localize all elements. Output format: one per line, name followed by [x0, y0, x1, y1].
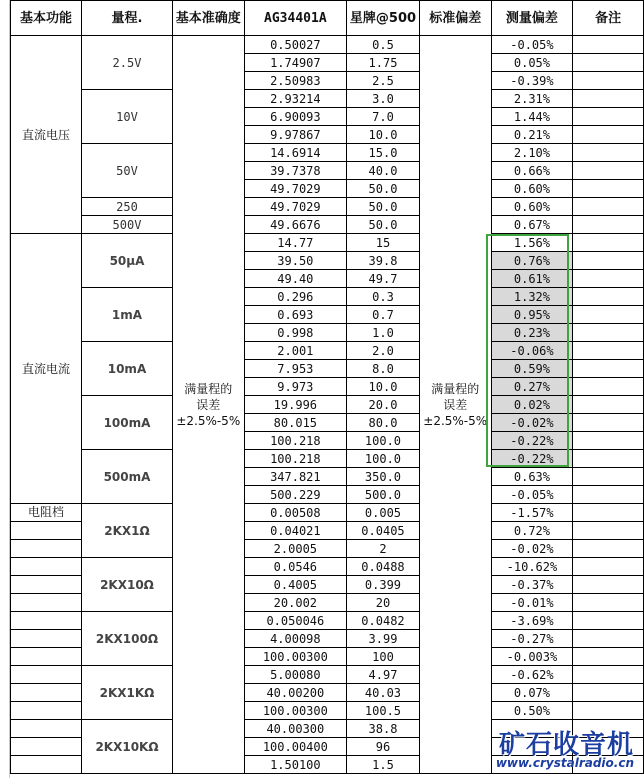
cell-star[interactable]: 3.99 [347, 630, 420, 648]
cell-ag[interactable]: 49.6676 [244, 216, 346, 234]
function-blank[interactable] [11, 558, 82, 576]
cell-ag[interactable]: 19.996 [244, 396, 346, 414]
cell-remark[interactable] [573, 522, 644, 540]
range-50v[interactable]: 50V [82, 144, 173, 198]
cell-ag[interactable]: 40.00200 [244, 684, 346, 702]
header-row [11, 1, 644, 36]
cell-meas[interactable]: 0.72% [491, 522, 573, 540]
table-row [11, 666, 644, 684]
cell-ag[interactable]: 0.00508 [244, 504, 346, 522]
range-2kx100[interactable]: 2KX100Ω [82, 612, 173, 666]
cell-ag[interactable]: 49.7029 [244, 180, 346, 198]
cell-ag[interactable]: 49.7029 [244, 198, 346, 216]
range-2kx1k[interactable]: 2KX1KΩ [82, 666, 173, 720]
cell-ag[interactable]: 7.953 [244, 360, 346, 378]
function-blank[interactable] [11, 612, 82, 630]
cell-star[interactable]: 50.0 [347, 180, 420, 198]
cell-star[interactable]: 40.0 [347, 162, 420, 180]
table-row [11, 198, 644, 216]
function-blank[interactable] [11, 630, 82, 648]
cell-star[interactable]: 8.0 [347, 360, 420, 378]
cell-star[interactable]: 0.5 [347, 36, 420, 54]
table-row [11, 450, 644, 468]
range-50ua[interactable]: 50μA [82, 234, 173, 288]
cell-star[interactable]: 500.0 [347, 486, 420, 504]
function-blank[interactable] [11, 522, 82, 540]
cell-meas[interactable]: -0.01% [491, 594, 573, 612]
cell-star[interactable]: 4.97 [347, 666, 420, 684]
cell-star[interactable]: 80.0 [347, 414, 420, 432]
cell-ag[interactable]: 1.74907 [244, 54, 346, 72]
cell-remark[interactable] [573, 648, 644, 666]
cell-remark[interactable] [573, 198, 644, 216]
header-measured-deviation[interactable]: 测量偏差 [491, 1, 573, 36]
cell-remark[interactable] [573, 630, 644, 648]
cell-remark[interactable] [573, 450, 644, 468]
cell-ag[interactable]: 2.0005 [244, 540, 346, 558]
function-blank[interactable] [11, 738, 82, 756]
range-500ma[interactable]: 500mA [82, 450, 173, 504]
cell-ag[interactable]: 80.015 [244, 414, 346, 432]
cell-remark[interactable] [573, 252, 644, 270]
cell-star[interactable]: 1.75 [347, 54, 420, 72]
cell-meas[interactable]: 0.95% [491, 306, 573, 324]
cell-meas[interactable]: 0.07% [491, 684, 573, 702]
range-2kx10k[interactable]: 2KX10KΩ [82, 720, 173, 774]
cell-meas[interactable]: 0.27% [491, 378, 573, 396]
cell-meas[interactable]: 0.02% [491, 396, 573, 414]
range-2kx10[interactable]: 2KX10Ω [82, 558, 173, 612]
cell-ag[interactable]: 347.821 [244, 468, 346, 486]
cell-meas[interactable]: -1.57% [491, 504, 573, 522]
cell-ag[interactable]: 100.218 [244, 432, 346, 450]
range-500v[interactable]: 500V [82, 216, 173, 234]
cell-star[interactable]: 20.0 [347, 396, 420, 414]
cell-star[interactable]: 0.7 [347, 306, 420, 324]
cell-ag[interactable]: 0.50027 [244, 36, 346, 54]
cell-remark[interactable] [573, 54, 644, 72]
cell-ag[interactable]: 6.90093 [244, 108, 346, 126]
cell-remark[interactable] [573, 558, 644, 576]
cell-star[interactable]: 0.0488 [347, 558, 420, 576]
function-blank[interactable] [11, 540, 82, 558]
cell-meas[interactable]: -0.39% [491, 72, 573, 90]
table-row [11, 144, 644, 162]
cell-meas[interactable]: 0.61% [491, 270, 573, 288]
header-ag34401a[interactable]: AG34401A [244, 1, 346, 36]
table-row [11, 342, 644, 360]
cell-remark[interactable] [573, 72, 644, 90]
cell-meas[interactable]: 1.32% [491, 288, 573, 306]
cell-star[interactable]: 1.5 [347, 756, 420, 774]
cell-ag[interactable]: 100.00400 [244, 738, 346, 756]
cell-star[interactable]: 38.8 [347, 720, 420, 738]
cell-star[interactable]: 20 [347, 594, 420, 612]
cell-meas[interactable]: 1.44% [491, 108, 573, 126]
cell-ag[interactable]: 1.50100 [244, 756, 346, 774]
cell-remark[interactable] [573, 288, 644, 306]
watermark [478, 724, 638, 774]
cell-remark[interactable] [573, 108, 644, 126]
cell-meas[interactable]: -0.22% [491, 450, 573, 468]
cell-star[interactable]: 100 [347, 648, 420, 666]
cell-ag[interactable]: 100.00300 [244, 702, 346, 720]
cell-star[interactable]: 0.399 [347, 576, 420, 594]
cell-ag[interactable]: 2.001 [244, 342, 346, 360]
function-blank[interactable] [11, 756, 82, 774]
range-100ma[interactable]: 100mA [82, 396, 173, 450]
cell-remark[interactable] [573, 666, 644, 684]
accuracy-line-1: 满量程的 [184, 381, 233, 396]
cell-star[interactable]: 100.5 [347, 702, 420, 720]
cell-star[interactable]: 0.005 [347, 504, 420, 522]
cell-meas[interactable]: 0.50% [491, 702, 573, 720]
cell-remark[interactable] [573, 684, 644, 702]
cell-star[interactable]: 350.0 [347, 468, 420, 486]
cell-ag[interactable]: 500.229 [244, 486, 346, 504]
table-row [11, 396, 644, 414]
accuracy-line-3: ±2.5%-5% [176, 413, 241, 428]
comparison-table [10, 0, 644, 774]
cell-meas[interactable]: -3.69% [491, 612, 573, 630]
function-blank[interactable] [11, 702, 82, 720]
table-row [11, 36, 644, 54]
cell-meas[interactable]: 0.60% [491, 180, 573, 198]
cell-ag[interactable]: 0.04021 [244, 522, 346, 540]
cell-ag[interactable]: 39.50 [244, 252, 346, 270]
cell-remark[interactable] [573, 270, 644, 288]
cell-ag[interactable]: 49.40 [244, 270, 346, 288]
function-blank[interactable] [11, 666, 82, 684]
cell-remark[interactable] [573, 612, 644, 630]
cell-star[interactable]: 10.0 [347, 378, 420, 396]
function-blank[interactable] [11, 684, 82, 702]
std-deviation-note[interactable] [419, 36, 491, 774]
cell-star[interactable]: 50.0 [347, 216, 420, 234]
header-range[interactable]: 量程. [82, 1, 173, 36]
cell-meas[interactable]: 1.56% [491, 234, 573, 252]
cell-star[interactable]: 2 [347, 540, 420, 558]
cell-star[interactable]: 100.0 [347, 450, 420, 468]
cell-ag[interactable]: 14.6914 [244, 144, 346, 162]
cell-ag[interactable]: 9.97867 [244, 126, 346, 144]
cell-ag[interactable]: 9.973 [244, 378, 346, 396]
cell-meas[interactable]: -0.06% [491, 342, 573, 360]
cell-meas[interactable]: -0.22% [491, 432, 573, 450]
header-remark[interactable]: 备注 [573, 1, 644, 36]
cell-ag[interactable]: 4.00098 [244, 630, 346, 648]
cell-meas[interactable]: -10.62% [491, 558, 573, 576]
cell-remark[interactable] [573, 90, 644, 108]
cell-remark[interactable] [573, 360, 644, 378]
std-line-3: ±2.5%-5% [423, 413, 488, 428]
cell-remark[interactable] [573, 162, 644, 180]
cell-star[interactable]: 15 [347, 234, 420, 252]
function-blank[interactable] [11, 576, 82, 594]
cell-star[interactable]: 3.0 [347, 90, 420, 108]
function-blank[interactable] [11, 720, 82, 738]
std-line-2: 误差 [443, 397, 468, 412]
cell-meas[interactable]: -0.02% [491, 414, 573, 432]
table-row [11, 288, 644, 306]
cell-ag[interactable]: 40.00300 [244, 720, 346, 738]
table-row [11, 216, 644, 234]
cell-ag[interactable]: 5.00080 [244, 666, 346, 684]
cell-remark[interactable] [573, 342, 644, 360]
cell-remark[interactable] [573, 540, 644, 558]
table-row [11, 612, 644, 630]
range-2-5v[interactable]: 2.5V [82, 36, 173, 90]
cell-star[interactable]: 40.03 [347, 684, 420, 702]
cell-star[interactable]: 2.0 [347, 342, 420, 360]
cell-meas[interactable]: -0.05% [491, 36, 573, 54]
cell-ag[interactable]: 100.218 [244, 450, 346, 468]
cell-star[interactable]: 1.0 [347, 324, 420, 342]
cell-remark[interactable] [573, 702, 644, 720]
cell-meas[interactable]: 0.60% [491, 198, 573, 216]
header-std-deviation[interactable]: 标准偏差 [419, 1, 491, 36]
cell-star[interactable]: 100.0 [347, 432, 420, 450]
cell-star[interactable]: 39.8 [347, 252, 420, 270]
cell-star[interactable]: 50.0 [347, 198, 420, 216]
header-function[interactable]: 基本功能 [11, 1, 82, 36]
cell-meas[interactable]: 0.23% [491, 324, 573, 342]
function-blank[interactable] [11, 594, 82, 612]
range-250[interactable]: 250 [82, 198, 173, 216]
range-1ma[interactable]: 1mA [82, 288, 173, 342]
cell-star[interactable]: 49.7 [347, 270, 420, 288]
cell-remark[interactable] [573, 306, 644, 324]
cell-meas[interactable]: 0.05% [491, 54, 573, 72]
cell-ag[interactable]: 0.4005 [244, 576, 346, 594]
cell-remark[interactable] [573, 414, 644, 432]
cell-star[interactable]: 0.3 [347, 288, 420, 306]
cell-ag[interactable]: 0.693 [244, 306, 346, 324]
cell-star[interactable]: 10.0 [347, 126, 420, 144]
cell-remark[interactable] [573, 180, 644, 198]
cell-remark[interactable] [573, 396, 644, 414]
cell-remark[interactable] [573, 378, 644, 396]
cell-meas[interactable]: -0.37% [491, 576, 573, 594]
cell-star[interactable]: 96 [347, 738, 420, 756]
range-10ma[interactable]: 10mA [82, 342, 173, 396]
cell-meas[interactable]: 0.21% [491, 126, 573, 144]
cell-remark[interactable] [573, 144, 644, 162]
cell-meas[interactable]: 0.63% [491, 468, 573, 486]
cell-meas[interactable]: 2.10% [491, 144, 573, 162]
cell-ag[interactable]: 0.296 [244, 288, 346, 306]
cell-star[interactable]: 15.0 [347, 144, 420, 162]
cell-meas[interactable]: 0.66% [491, 162, 573, 180]
cell-meas[interactable]: -0.003% [491, 648, 573, 666]
cell-meas[interactable]: 0.59% [491, 360, 573, 378]
cell-remark[interactable] [573, 576, 644, 594]
cell-ag[interactable]: 2.93214 [244, 90, 346, 108]
table-row [11, 558, 644, 576]
accuracy-line-2: 误差 [196, 397, 221, 412]
function-dc-voltage[interactable]: 直流电压 [11, 36, 82, 234]
header-accuracy[interactable]: 基本准确度 [172, 1, 244, 36]
watermark-url: www.crystalradio.cn [495, 756, 634, 770]
cell-meas[interactable]: -0.02% [491, 540, 573, 558]
cell-remark[interactable] [573, 432, 644, 450]
function-dc-current[interactable]: 直流电流 [11, 234, 82, 504]
watermark-title: 矿石收音机 [498, 730, 634, 760]
function-blank[interactable] [11, 648, 82, 666]
cell-remark[interactable] [573, 216, 644, 234]
cell-star[interactable]: 7.0 [347, 108, 420, 126]
table-row [11, 234, 644, 252]
cell-meas[interactable]: 0.67% [491, 216, 573, 234]
cell-ag[interactable]: 20.002 [244, 594, 346, 612]
cell-remark[interactable] [573, 234, 644, 252]
cell-star[interactable]: 0.0482 [347, 612, 420, 630]
range-2kx1[interactable]: 2KX1Ω [82, 504, 173, 558]
cell-remark[interactable] [573, 594, 644, 612]
cell-remark[interactable] [573, 504, 644, 522]
cell-remark[interactable] [573, 324, 644, 342]
cell-remark[interactable] [573, 36, 644, 54]
table-row [11, 90, 644, 108]
cell-remark[interactable] [573, 126, 644, 144]
cell-ag[interactable]: 2.50983 [244, 72, 346, 90]
cell-meas[interactable]: -0.27% [491, 630, 573, 648]
header-star500[interactable]: 星牌@500 [347, 1, 420, 36]
cell-ag[interactable]: 100.00300 [244, 648, 346, 666]
cell-meas[interactable]: -0.05% [491, 486, 573, 504]
cell-ag[interactable]: 14.77 [244, 234, 346, 252]
range-10v[interactable]: 10V [82, 90, 173, 144]
cell-ag[interactable]: 0.0546 [244, 558, 346, 576]
cell-ag[interactable]: 0.998 [244, 324, 346, 342]
cell-meas[interactable]: 2.31% [491, 90, 573, 108]
cell-star[interactable]: 0.0405 [347, 522, 420, 540]
cell-ag[interactable]: 39.7378 [244, 162, 346, 180]
cell-ag[interactable]: 0.050046 [244, 612, 346, 630]
accuracy-note[interactable] [172, 36, 244, 774]
cell-remark[interactable] [573, 468, 644, 486]
row-header-gutter [0, 0, 10, 778]
cell-remark[interactable] [573, 486, 644, 504]
cell-meas[interactable]: 0.76% [491, 252, 573, 270]
cell-star[interactable]: 2.5 [347, 72, 420, 90]
function-resistance[interactable]: 电阻档 [11, 504, 82, 522]
cell-meas[interactable]: -0.62% [491, 666, 573, 684]
std-line-1: 满量程的 [431, 381, 480, 396]
table-row [11, 504, 644, 522]
